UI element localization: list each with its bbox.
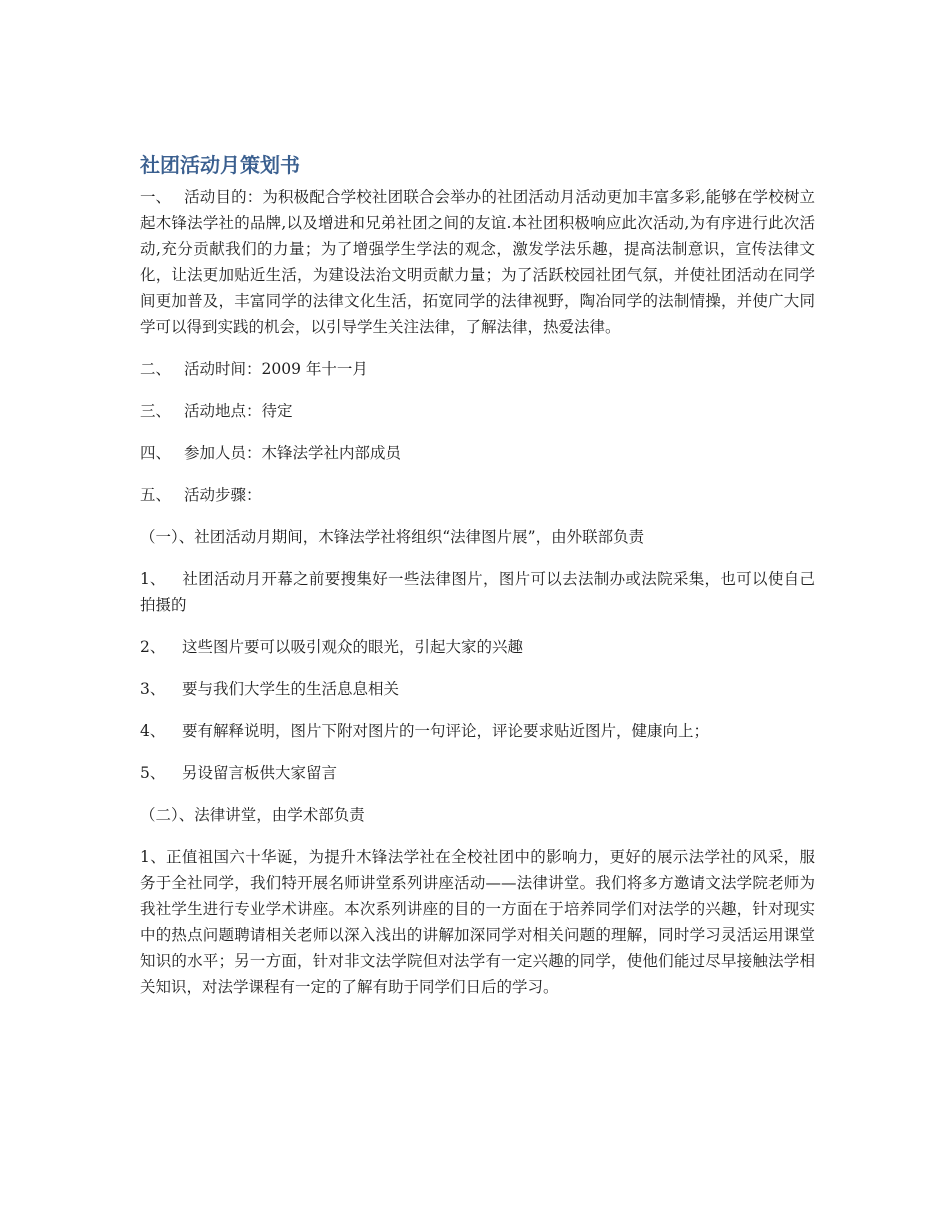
- item-text: 要有解释说明，图片下附对图片的一句评论，评论要求贴近图片，健康向上；: [182, 722, 710, 740]
- item-text: 要与我们大学生的生活息息相关: [182, 680, 400, 698]
- item-number: 1、: [140, 570, 166, 588]
- item-number: 2、: [140, 638, 166, 656]
- section-text: 活动地点：待定: [184, 402, 293, 420]
- list-item: [140, 718, 815, 744]
- section-steps: [140, 482, 815, 508]
- item-number: 5、: [140, 764, 166, 782]
- list-item: [140, 760, 815, 786]
- section-text: 活动目的：为积极配合学校社团联合会举办的社团活动月活动更加丰富多彩,能够在学校树立起木锋法学社的品牌,以及增进和兄弟社团之间的友谊.本社团积极响应此次活动,为有序进行此次活动,充分贡献我们的力量；为了增强学生学法的观念，激发学法乐趣，提高法制意识，宣传法律文化，让法更加贴近生活，为建设法治文明贡献力量；为了活跃校园社团气氛，并使社团活动在同学间更加普及，丰富同学的法律文化生活，拓宽同学的法律视野，陶冶同学的法制情操，并使广大同学可以得到实践的机会，以引导学生关注法律，了解法律，热爱法律。: [140, 188, 815, 336]
- document-page: [140, 150, 815, 1000]
- document-title: 社团活动月策划书: [140, 153, 300, 177]
- item-text: 另设留言板供大家留言: [182, 764, 338, 782]
- part2-heading: （二）、法律讲堂，由学术部负责: [140, 806, 365, 824]
- list-item: [140, 634, 815, 660]
- item-number: 3、: [140, 680, 166, 698]
- section-participants: [140, 440, 815, 466]
- part2-paragraph: 1、正值祖国六十华诞，为提升木锋法学社在全校社团中的影响力，更好的展示法学社的风采，服务于全社同学，我们特开展名师讲堂系列讲座活动——法律讲堂。我们将多方邀请文法学院老师为我社学生进行专业学术讲座。本次系列讲座的目的一方面在于培养同学们对法学的兴趣，针对现实中的热点问题聘请相关老师以深入浅出的讲解加深同学对相关问题的理解，同时学习灵活运用课堂知识的水平；另一方面，针对非文法学院但对法学有一定兴趣的同学，使他们能过尽早接触法学相关知识，对法学课程有一定的了解有助于同学们日后的学习。: [140, 848, 815, 996]
- section-label: 五、: [140, 486, 172, 504]
- item-text: 这些图片要可以吸引观众的眼光，引起大家的兴趣: [182, 638, 524, 656]
- section-text: 活动步骤：: [184, 486, 262, 504]
- section-location: [140, 398, 815, 424]
- list-item: [140, 566, 815, 618]
- list-item: [140, 676, 815, 702]
- section-text: 活动时间：2009 年十一月: [184, 360, 368, 378]
- item-text: 社团活动月开幕之前要搜集好一些法律图片，图片可以去法制办或法院采集，也可以使自己拍摄的: [140, 570, 815, 614]
- section-label: 四、: [140, 444, 172, 462]
- section-time: [140, 356, 815, 382]
- section-label: 三、: [140, 402, 172, 420]
- section-text: 参加人员：木锋法学社内部成员: [184, 444, 402, 462]
- section-label: 二、: [140, 360, 172, 378]
- part1-heading: （一）、社团活动月期间，木锋法学社将组织“法律图片展”，由外联部负责: [140, 528, 645, 546]
- item-number: 4、: [140, 722, 166, 740]
- section-label: 一、: [140, 188, 172, 206]
- section-purpose: [140, 184, 815, 340]
